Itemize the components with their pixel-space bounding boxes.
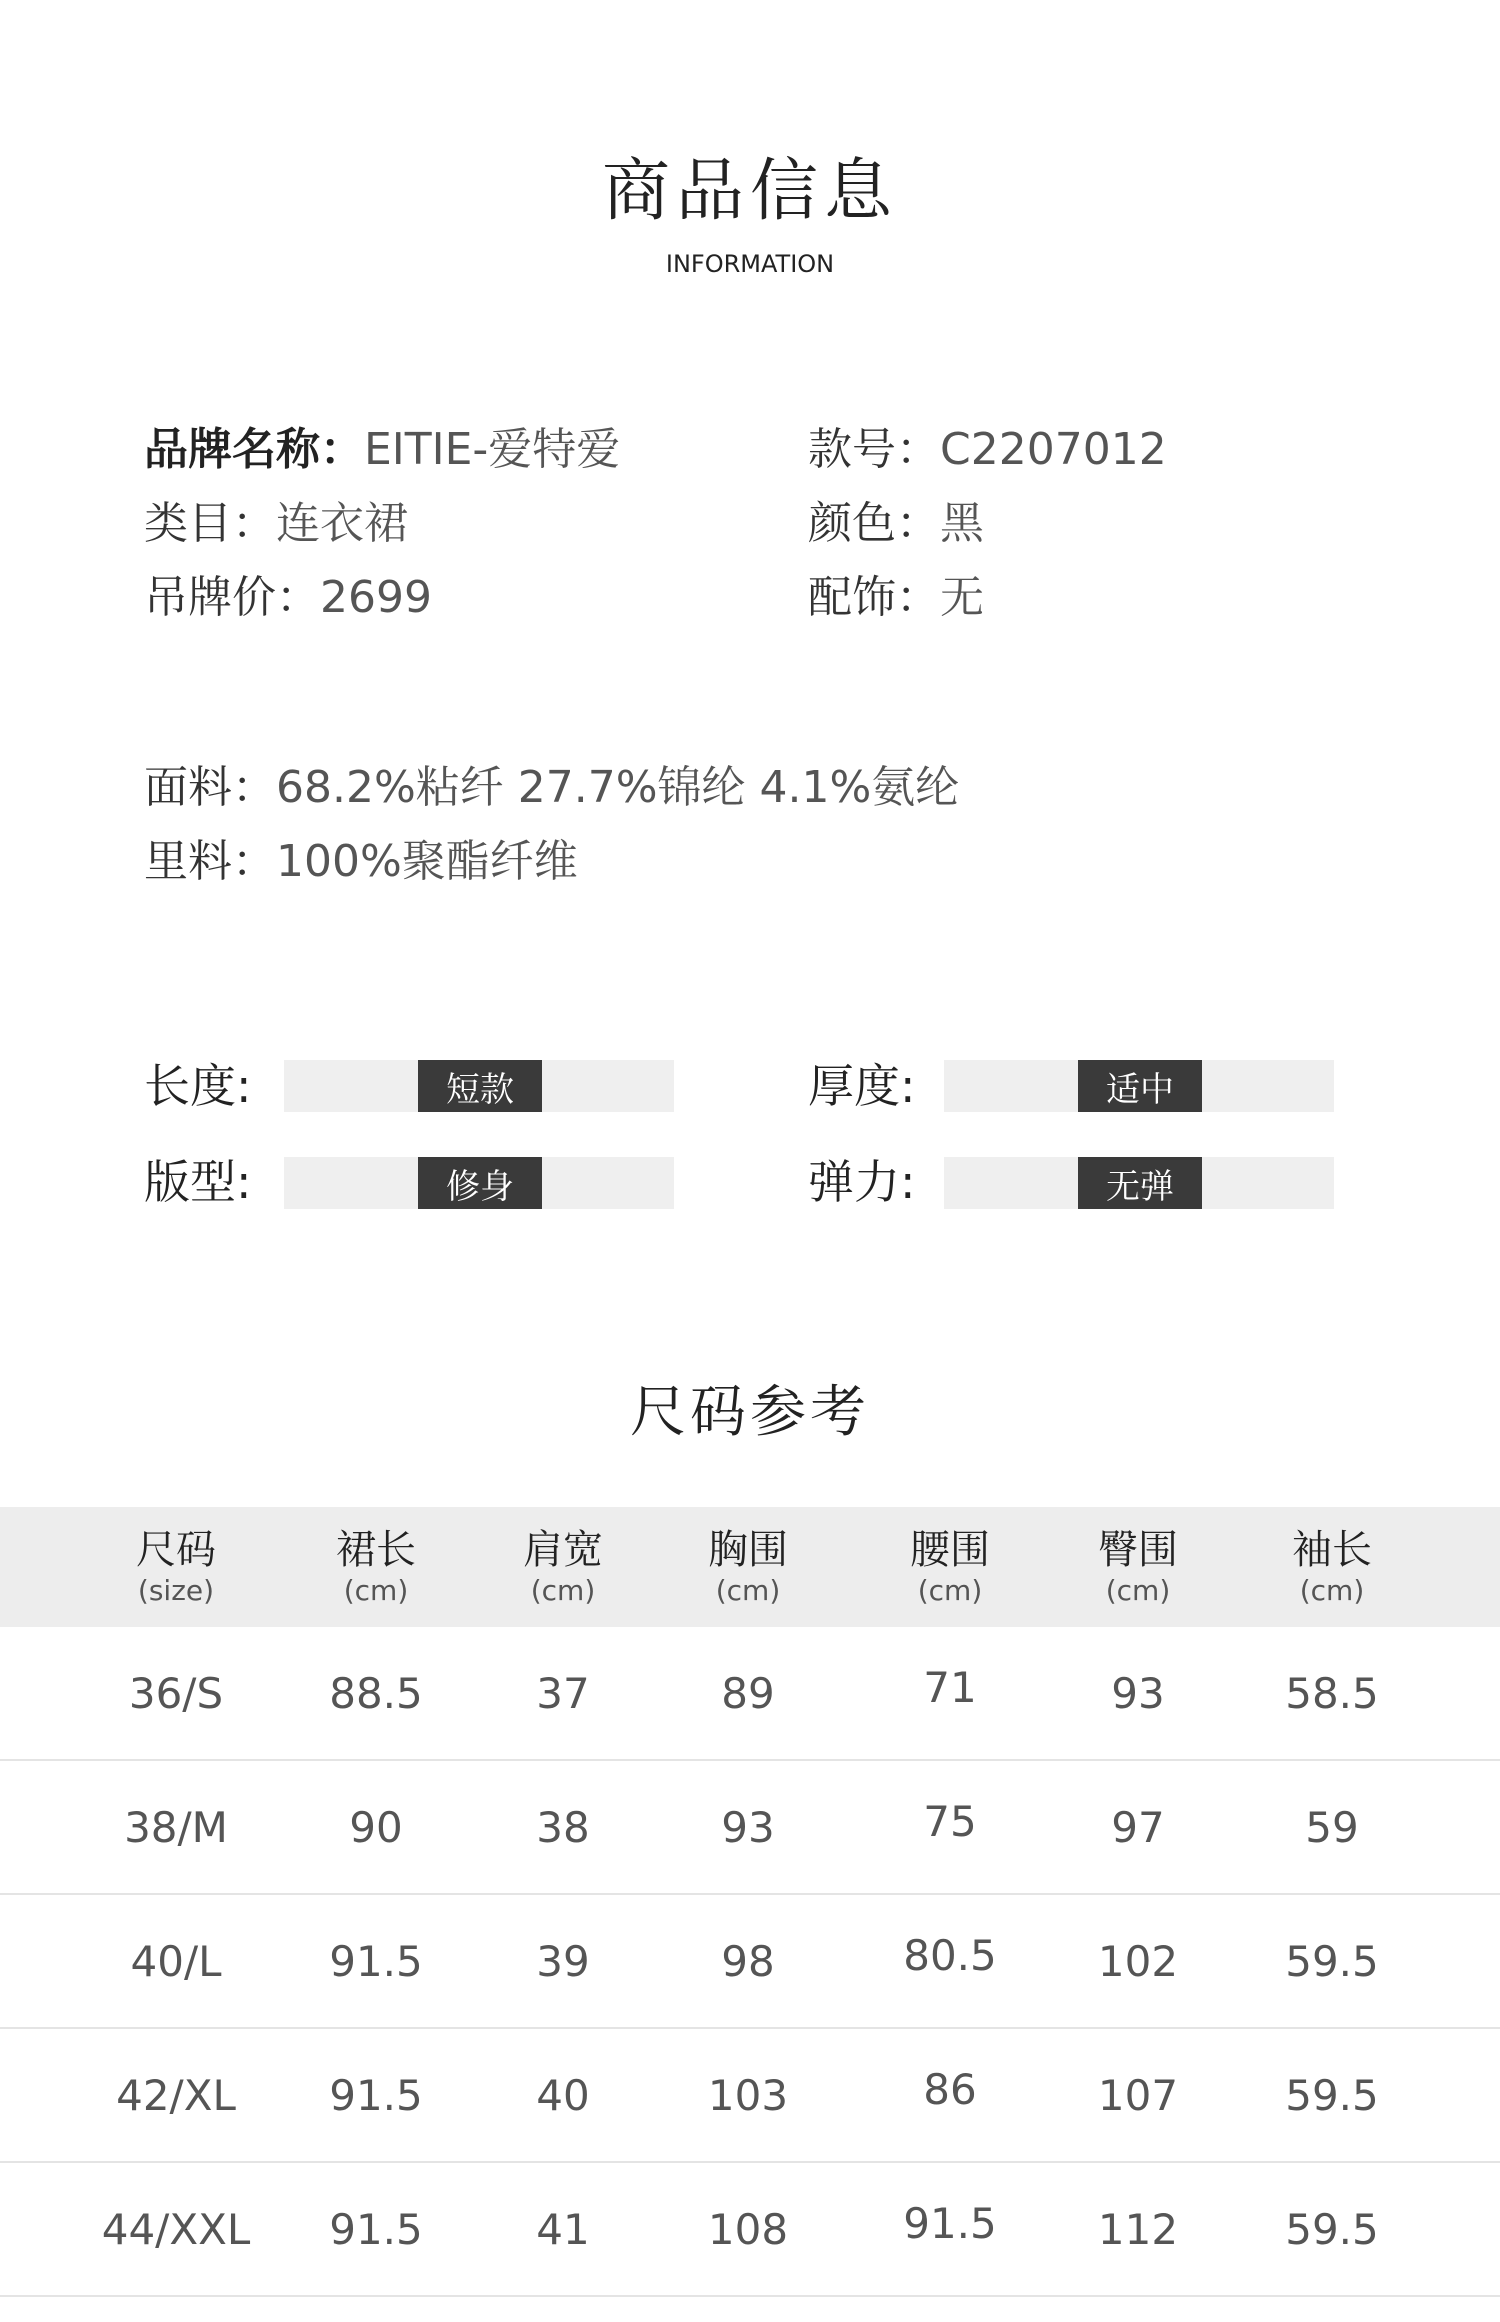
thickness-label: 厚度:: [808, 1059, 916, 1113]
table-cell: 102: [1097, 1936, 1179, 1986]
table-cell: 59.5: [1285, 1936, 1379, 1986]
length-chip: 短款: [418, 1060, 542, 1112]
table-cell: 103: [707, 2070, 789, 2120]
table-cell: 42/XL: [116, 2070, 236, 2120]
column-header: [666, 1507, 830, 1627]
table-cell: 93: [721, 1802, 775, 1852]
accessory-label: 配饰：: [808, 572, 940, 623]
column-unit: (cm): [715, 1573, 781, 1607]
table-cell: 75: [923, 1796, 977, 1846]
column-name: 胸围: [708, 1526, 788, 1573]
table-cell: 98: [721, 1936, 775, 1986]
color-row: [808, 498, 984, 549]
table-cell: 38/M: [124, 1802, 228, 1852]
lining-row: [144, 836, 578, 887]
category-row: [144, 498, 408, 549]
table-cell: 59: [1305, 1802, 1359, 1852]
table-cell: 90: [349, 1802, 403, 1852]
size-table-header: [0, 1507, 1500, 1627]
page-subtitle: INFORMATION: [665, 250, 835, 278]
column-name: 裙长: [336, 1526, 416, 1573]
table-cell: 40/L: [130, 1936, 222, 1986]
table-row: [0, 2029, 1500, 2163]
length-bar: [284, 1060, 674, 1112]
length-label: 长度:: [144, 1059, 252, 1113]
table-cell: 44/XXL: [101, 2204, 251, 2254]
table-cell: 39: [536, 1936, 590, 1986]
table-cell: 107: [1097, 2070, 1179, 2120]
table-cell: 97: [1111, 1802, 1165, 1852]
table-cell: 71: [923, 1662, 977, 1712]
style-no-row: [808, 424, 1167, 475]
table-cell: 88.5: [329, 1668, 423, 1718]
table-cell: 37: [536, 1668, 590, 1718]
table-cell: 89: [721, 1668, 775, 1718]
column-unit: (cm): [343, 1573, 409, 1607]
elasticity-bar: [944, 1157, 1334, 1209]
fit-label: 版型:: [144, 1155, 252, 1209]
table-cell: 41: [536, 2204, 590, 2254]
table-cell: 86: [923, 2064, 977, 2114]
column-header: [94, 1507, 258, 1627]
price-value: 2699: [320, 572, 432, 623]
accessory-row: [808, 572, 984, 623]
table-row: [0, 1627, 1500, 1761]
fit-bar: [284, 1157, 674, 1209]
table-cell: 40: [536, 2070, 590, 2120]
table-cell: 112: [1097, 2204, 1179, 2254]
lining-value: 100%聚酯纤维: [276, 836, 578, 887]
table-cell: 91.5: [903, 2198, 997, 2248]
table-cell: 93: [1111, 1668, 1165, 1718]
category-value: 连衣裙: [276, 498, 408, 549]
page-title: 商品信息: [601, 152, 898, 231]
table-cell: 59.5: [1285, 2204, 1379, 2254]
column-header: [481, 1507, 645, 1627]
elasticity-label: 弹力:: [808, 1155, 916, 1209]
style-no-label: 款号：: [808, 424, 940, 475]
fit-chip: 修身: [418, 1157, 542, 1209]
table-cell: 38: [536, 1802, 590, 1852]
price-row: [144, 572, 432, 623]
thickness-chip: 适中: [1078, 1060, 1202, 1112]
table-cell: 58.5: [1285, 1668, 1379, 1718]
column-header: [1056, 1507, 1220, 1627]
brand-row: [144, 424, 621, 475]
column-header: [1250, 1507, 1414, 1627]
table-cell: 91.5: [329, 1936, 423, 1986]
column-name: 尺码: [136, 1526, 216, 1573]
color-label: 颜色：: [808, 498, 940, 549]
fabric-row: [144, 762, 960, 813]
size-table-title: 尺码参考: [630, 1380, 870, 1445]
table-cell: 59.5: [1285, 2070, 1379, 2120]
column-unit: (cm): [1299, 1573, 1365, 1607]
column-unit: (cm): [1105, 1573, 1171, 1607]
color-value: 黑: [940, 498, 984, 549]
style-no-value: C2207012: [940, 424, 1167, 475]
table-row: [0, 2163, 1500, 2297]
brand-value: EITIE-爱特爱: [364, 424, 621, 475]
column-name: 肩宽: [523, 1526, 603, 1573]
fabric-value: 68.2%粘纤 27.7%锦纶 4.1%氨纶: [276, 762, 960, 813]
table-cell: 108: [707, 2204, 789, 2254]
column-header: [868, 1507, 1032, 1627]
price-label: 吊牌价：: [144, 572, 320, 623]
category-label: 类目：: [144, 498, 276, 549]
table-cell: 36/S: [128, 1668, 224, 1718]
table-cell: 91.5: [329, 2070, 423, 2120]
lining-label: 里料：: [144, 836, 276, 887]
column-unit: (cm): [530, 1573, 596, 1607]
column-header: [294, 1507, 458, 1627]
table-row: [0, 1895, 1500, 2029]
column-name: 袖长: [1292, 1526, 1372, 1573]
column-name: 臀围: [1098, 1526, 1178, 1573]
table-cell: 91.5: [329, 2204, 423, 2254]
column-name: 腰围: [910, 1526, 990, 1573]
column-unit: (size): [137, 1573, 215, 1607]
column-unit: (cm): [917, 1573, 983, 1607]
table-cell: 80.5: [903, 1930, 997, 1980]
elasticity-chip: 无弹: [1078, 1157, 1202, 1209]
fabric-label: 面料：: [144, 762, 276, 813]
thickness-bar: [944, 1060, 1334, 1112]
accessory-value: 无: [940, 572, 984, 623]
table-row: [0, 1761, 1500, 1895]
brand-label: 品牌名称：: [144, 424, 364, 475]
